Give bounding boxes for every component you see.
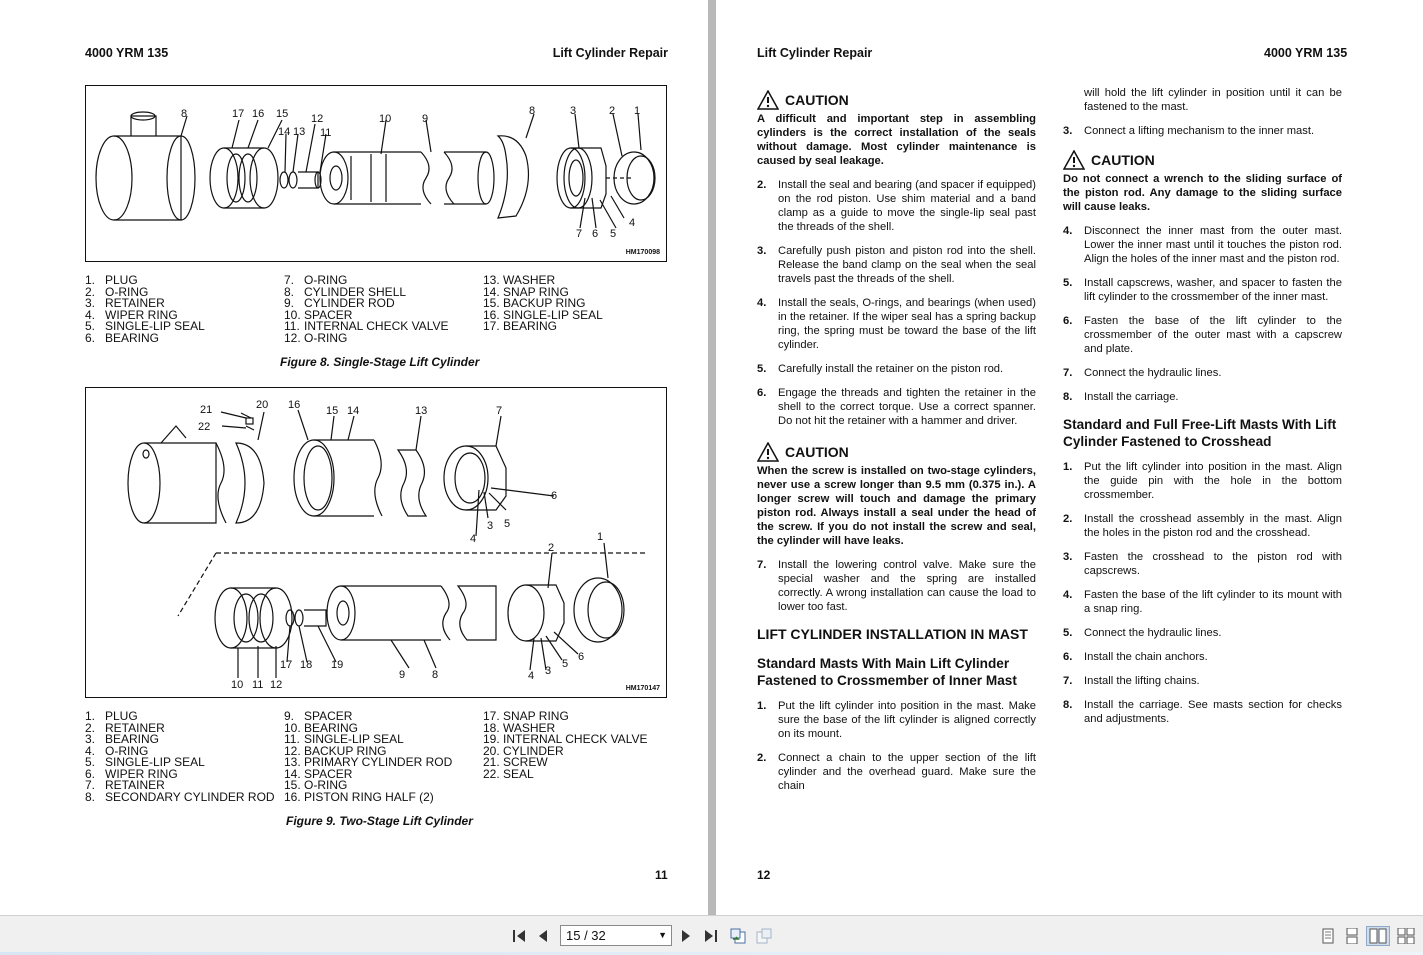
figure-8-illustration bbox=[85, 85, 667, 262]
chevron-down-icon: ▼ bbox=[658, 930, 667, 940]
right-page bbox=[716, 0, 1423, 915]
part-list-item: 18. WASHER bbox=[483, 720, 556, 735]
svg-text:1: 1 bbox=[634, 105, 641, 117]
part-list-item: 2. RETAINER bbox=[85, 720, 165, 735]
procedure-step: 7. Install the lowering control valve. Make sure the special washer and the spring are installed correctly. A wrong installation can cause the load to lower too fast. bbox=[757, 559, 1036, 613]
facing-view-icon[interactable] bbox=[1366, 926, 1390, 946]
part-list-item: 8. CYLINDER SHELL bbox=[284, 284, 407, 299]
figure-8-parts-col3 bbox=[483, 275, 603, 333]
left-page bbox=[0, 0, 708, 915]
section-title: LIFT CYLINDER INSTALLATION IN MAST bbox=[757, 626, 1028, 642]
caution-text-2: When the screw is installed on two-stage cylinders, never use a screw longer than 9.5 mm (0.375 in.). A longer screw will touch and damage the primary piston rod. Always install a seal under the head of the screw. If you do not install the screw and seal, the cylinder will have leaks. bbox=[757, 465, 1036, 547]
part-list-item: 1. PLUG bbox=[85, 709, 138, 723]
figure-9-caption: Figure 9. Two-Stage Lift Cylinder bbox=[286, 814, 473, 828]
part-list-item: 4. WIPER RING bbox=[85, 307, 178, 322]
page-indicator: 15 / 32 bbox=[566, 928, 606, 943]
single-page-view-icon[interactable] bbox=[1318, 926, 1338, 946]
pdf-viewer-toolbar bbox=[0, 915, 1423, 955]
part-list-item: 5. SINGLE-LIP SEAL bbox=[85, 755, 205, 769]
assembly-steps-a bbox=[757, 178, 1036, 428]
part-list-item: 17. SNAP RING bbox=[483, 709, 569, 723]
part-list-item: 10. BEARING bbox=[284, 720, 359, 735]
part-list-item: 13. WASHER bbox=[483, 273, 556, 287]
part-list-item: 22. SEAL bbox=[483, 766, 534, 781]
svg-text:5: 5 bbox=[562, 658, 569, 670]
svg-text:17: 17 bbox=[232, 108, 245, 120]
section-header: Lift Cylinder Repair bbox=[757, 46, 873, 60]
procedure-step: 6. Install the chain anchors. bbox=[1063, 651, 1208, 663]
installation-steps-e bbox=[1063, 224, 1342, 404]
part-list-item: 9. SPACER bbox=[284, 709, 353, 723]
svg-text:9: 9 bbox=[399, 669, 406, 681]
figure-8-parts-col1 bbox=[85, 275, 205, 344]
part-list-item: 12. BACKUP RING bbox=[284, 743, 387, 758]
installation-steps-c bbox=[757, 699, 1036, 793]
part-list-item: 9. CYLINDER ROD bbox=[284, 296, 395, 310]
part-list-item: 12. O-RING bbox=[284, 330, 348, 345]
svg-text:10: 10 bbox=[379, 113, 392, 125]
figure-9-parts-col1 bbox=[85, 711, 275, 803]
svg-text:17: 17 bbox=[280, 659, 293, 671]
part-list-item: 16. PISTON RING HALF (2) bbox=[284, 789, 434, 804]
procedure-step: 3. Carefully push piston and piston rod into the shell. Release the band clamp on the seal when the seal travels past the threads of the shell. bbox=[757, 245, 1036, 285]
procedure-step: 5. Install capscrews, washer, and spacer to fasten the lift cylinder to the crossmember of the inner mast. bbox=[1063, 277, 1342, 303]
figure-8-code: HM170098 bbox=[625, 249, 660, 256]
doc-code-header: 4000 YRM 135 bbox=[1264, 46, 1348, 60]
procedure-step: 8. Install the carriage. See masts section for checks and adjustments. bbox=[1063, 699, 1342, 725]
procedure-step: 5. Connect the hydraulic lines. bbox=[1063, 627, 1222, 639]
svg-text:3: 3 bbox=[570, 105, 577, 117]
svg-text:12: 12 bbox=[270, 679, 283, 691]
svg-text:12: 12 bbox=[311, 113, 324, 125]
first-page-icon[interactable] bbox=[509, 926, 529, 946]
part-list-item: 5. SINGLE-LIP SEAL bbox=[85, 319, 205, 333]
procedure-step: 4. Fasten the base of the lift cylinder to its mount with a snap ring. bbox=[1063, 589, 1342, 615]
procedure-step: 2. Connect a chain to the upper section of the lift cylinder and the overhead guard. Make sure the chain bbox=[757, 752, 1036, 792]
svg-text:6: 6 bbox=[592, 228, 599, 240]
part-list-item: 1. PLUG bbox=[85, 273, 138, 287]
part-list-item: 6. BEARING bbox=[85, 330, 160, 345]
svg-text:15: 15 bbox=[326, 405, 339, 417]
svg-text:20: 20 bbox=[256, 399, 269, 411]
svg-text:5: 5 bbox=[504, 518, 511, 530]
svg-text:8: 8 bbox=[529, 105, 536, 117]
svg-text:13: 13 bbox=[293, 126, 306, 138]
caution-heading: CAUTION bbox=[1063, 150, 1342, 170]
procedure-step: 2. Install the crosshead assembly in the mast. Align the holes in the piston rod and the crosshead. bbox=[1063, 513, 1342, 539]
right-page-column-1 bbox=[757, 86, 1036, 793]
warning-triangle-icon bbox=[757, 90, 779, 110]
part-list-item: 20. CYLINDER bbox=[483, 743, 564, 758]
procedure-step: 1. Put the lift cylinder into position in the mast. Make sure the base of the lift cylinder is aligned correctly on its mount. bbox=[757, 700, 1036, 740]
part-list-item: 11. INTERNAL CHECK VALVE bbox=[284, 319, 449, 333]
svg-text:6: 6 bbox=[551, 490, 558, 502]
single-stage-cylinder-drawing bbox=[86, 86, 665, 260]
svg-text:4: 4 bbox=[528, 670, 535, 682]
procedure-step: 5. Carefully install the retainer on the piston rod. bbox=[757, 363, 1004, 375]
svg-text:7: 7 bbox=[496, 405, 503, 417]
part-list-item: 4. O-RING bbox=[85, 743, 149, 758]
part-list-item: 2. O-RING bbox=[85, 284, 149, 299]
svg-text:7: 7 bbox=[576, 228, 583, 240]
svg-text:2: 2 bbox=[548, 542, 555, 554]
part-list-item: 11. SINGLE-LIP SEAL bbox=[284, 732, 404, 746]
procedure-step: 7. Connect the hydraulic lines. bbox=[1063, 367, 1222, 379]
figure-9-parts-col2 bbox=[284, 711, 452, 803]
svg-text:8: 8 bbox=[432, 669, 439, 681]
procedure-step: 6. Fasten the base of the lift cylinder to the crossmember of the outer mast with a capscrew and plate. bbox=[1063, 315, 1342, 355]
next-page-icon[interactable] bbox=[676, 926, 696, 946]
part-list-item: 3. RETAINER bbox=[85, 296, 165, 310]
svg-text:6: 6 bbox=[578, 651, 585, 663]
procedure-step: 8. Install the carriage. bbox=[1063, 391, 1179, 403]
svg-text:14: 14 bbox=[347, 405, 360, 417]
figure-8-caption: Figure 8. Single-Stage Lift Cylinder bbox=[280, 355, 480, 369]
part-list-item: 17. BEARING bbox=[483, 319, 558, 333]
part-list-item: 15. O-RING bbox=[284, 778, 348, 792]
svg-text:9: 9 bbox=[422, 113, 429, 125]
figure-9-parts-col3 bbox=[483, 711, 647, 780]
procedure-step: 2. Install the seal and bearing (and spacer if equipped) on the rod piston. Use shim material and a band clamp as a guide to move the single-lip seal past the threads of the shell. bbox=[757, 179, 1036, 233]
caution-text-1: A difficult and important step in assembling cylinders is the correct installation of the seals without damage. Most cylinder maintenance is caused by seal leakage. bbox=[757, 113, 1036, 167]
part-list-item: 19. INTERNAL CHECK VALVE bbox=[483, 732, 648, 746]
continuous-view-icon[interactable] bbox=[1342, 926, 1362, 946]
procedure-step: 6. Engage the threads and tighten the retainer in the shell to the correct torque. Use a correct spanner. Do not hit the retainer with a hammer and driver. bbox=[757, 387, 1036, 427]
svg-text:21: 21 bbox=[200, 404, 213, 416]
svg-text:11: 11 bbox=[320, 127, 332, 139]
svg-text:1: 1 bbox=[597, 531, 604, 543]
section-header: Lift Cylinder Repair bbox=[552, 46, 668, 60]
callout-8a: 8 bbox=[181, 108, 188, 120]
part-list-item: 6. WIPER RING bbox=[85, 766, 178, 781]
step-2-continuation: will hold the lift cylinder in position until it can be fastened to the mast. bbox=[1084, 87, 1342, 113]
right-page-column-2 bbox=[1063, 86, 1342, 726]
figure-9-illustration bbox=[85, 387, 667, 698]
warning-triangle-icon bbox=[757, 442, 779, 462]
warning-triangle-icon bbox=[1063, 150, 1085, 170]
caution-heading: CAUTION bbox=[757, 442, 1036, 462]
part-list-item: 16. SINGLE-LIP SEAL bbox=[483, 307, 603, 322]
subsection-title-2: Standard and Full Free-Lift Masts With Lift Cylinder Fastened to Crosshead bbox=[1063, 417, 1337, 449]
part-list-item: 7. O-RING bbox=[284, 273, 348, 287]
caution-heading: CAUTION bbox=[757, 90, 1036, 110]
part-list-item: 14. SNAP RING bbox=[483, 284, 569, 299]
svg-text:3: 3 bbox=[545, 665, 552, 677]
svg-text:2: 2 bbox=[609, 105, 616, 117]
svg-text:22: 22 bbox=[198, 421, 211, 433]
installation-steps-d bbox=[1063, 124, 1342, 138]
installation-steps-f bbox=[1063, 460, 1342, 726]
svg-text:3: 3 bbox=[487, 520, 494, 532]
svg-text:4: 4 bbox=[470, 533, 477, 545]
two-stage-cylinder-drawing bbox=[86, 388, 665, 696]
procedure-step: 4. Install the seals, O-rings, and bearings (when used) in the retainer. If the wiper seal has a spring backup ring, the spring must be toward the base of the lift cylinder. bbox=[757, 297, 1036, 351]
prev-page-icon[interactable] bbox=[533, 926, 553, 946]
page-number-right: 12 bbox=[757, 868, 771, 882]
continuous-facing-view-icon[interactable] bbox=[1396, 926, 1416, 946]
svg-text:15: 15 bbox=[276, 108, 289, 120]
caution-text-3: Do not connect a wrench to the sliding surface of the piston rod. Any damage to the sliding surface will cause leaks. bbox=[1063, 173, 1342, 213]
part-list-item: 7. RETAINER bbox=[85, 778, 165, 792]
svg-text:14: 14 bbox=[278, 126, 291, 138]
part-list-item: 10. SPACER bbox=[284, 307, 353, 322]
go-forward-view-icon[interactable] bbox=[754, 926, 774, 946]
procedure-step: 7. Install the lifting chains. bbox=[1063, 675, 1200, 687]
part-list-item: 21. SCREW bbox=[483, 755, 548, 769]
svg-text:19: 19 bbox=[331, 659, 344, 671]
doc-code-header: 4000 YRM 135 bbox=[85, 46, 169, 60]
assembly-steps-b bbox=[757, 558, 1036, 614]
go-back-view-icon[interactable] bbox=[728, 926, 748, 946]
page-number-left: 11 bbox=[655, 868, 668, 882]
svg-text:18: 18 bbox=[300, 659, 313, 671]
procedure-step: 3. Connect a lifting mechanism to the inner mast. bbox=[1063, 125, 1315, 137]
figure-9-code: HM170147 bbox=[625, 685, 660, 692]
svg-text:11: 11 bbox=[252, 679, 264, 691]
procedure-step: 3. Fasten the crosshead to the piston rod with capscrews. bbox=[1063, 551, 1342, 577]
part-list-item: 13. PRIMARY CYLINDER ROD bbox=[284, 755, 453, 769]
svg-text:16: 16 bbox=[288, 399, 301, 411]
part-list-item: 15. BACKUP RING bbox=[483, 296, 586, 310]
last-page-icon[interactable] bbox=[701, 926, 721, 946]
svg-text:16: 16 bbox=[252, 108, 265, 120]
part-list-item: 8. SECONDARY CYLINDER ROD bbox=[85, 789, 275, 804]
part-list-item: 3. BEARING bbox=[85, 732, 160, 746]
procedure-step: 1. Put the lift cylinder into position in the mast. Align the guide pin with the hole in the bottom crossmember. bbox=[1063, 461, 1342, 501]
part-list-item: 14. SPACER bbox=[284, 766, 353, 781]
page-number-select[interactable] bbox=[560, 925, 672, 946]
svg-text:5: 5 bbox=[610, 228, 617, 240]
subsection-title-1: Standard Masts With Main Lift Cylinder Fastened to Crossmember of Inner Mast bbox=[757, 656, 1017, 688]
figure-8-parts-col2 bbox=[284, 275, 448, 344]
svg-text:13: 13 bbox=[415, 405, 428, 417]
svg-text:4: 4 bbox=[629, 217, 636, 229]
svg-text:10: 10 bbox=[231, 679, 244, 691]
procedure-step: 4. Disconnect the inner mast from the outer mast. Lower the inner mast until it touches the piston rod. Align the holes of the inner mast and the piston rod. bbox=[1063, 225, 1342, 265]
